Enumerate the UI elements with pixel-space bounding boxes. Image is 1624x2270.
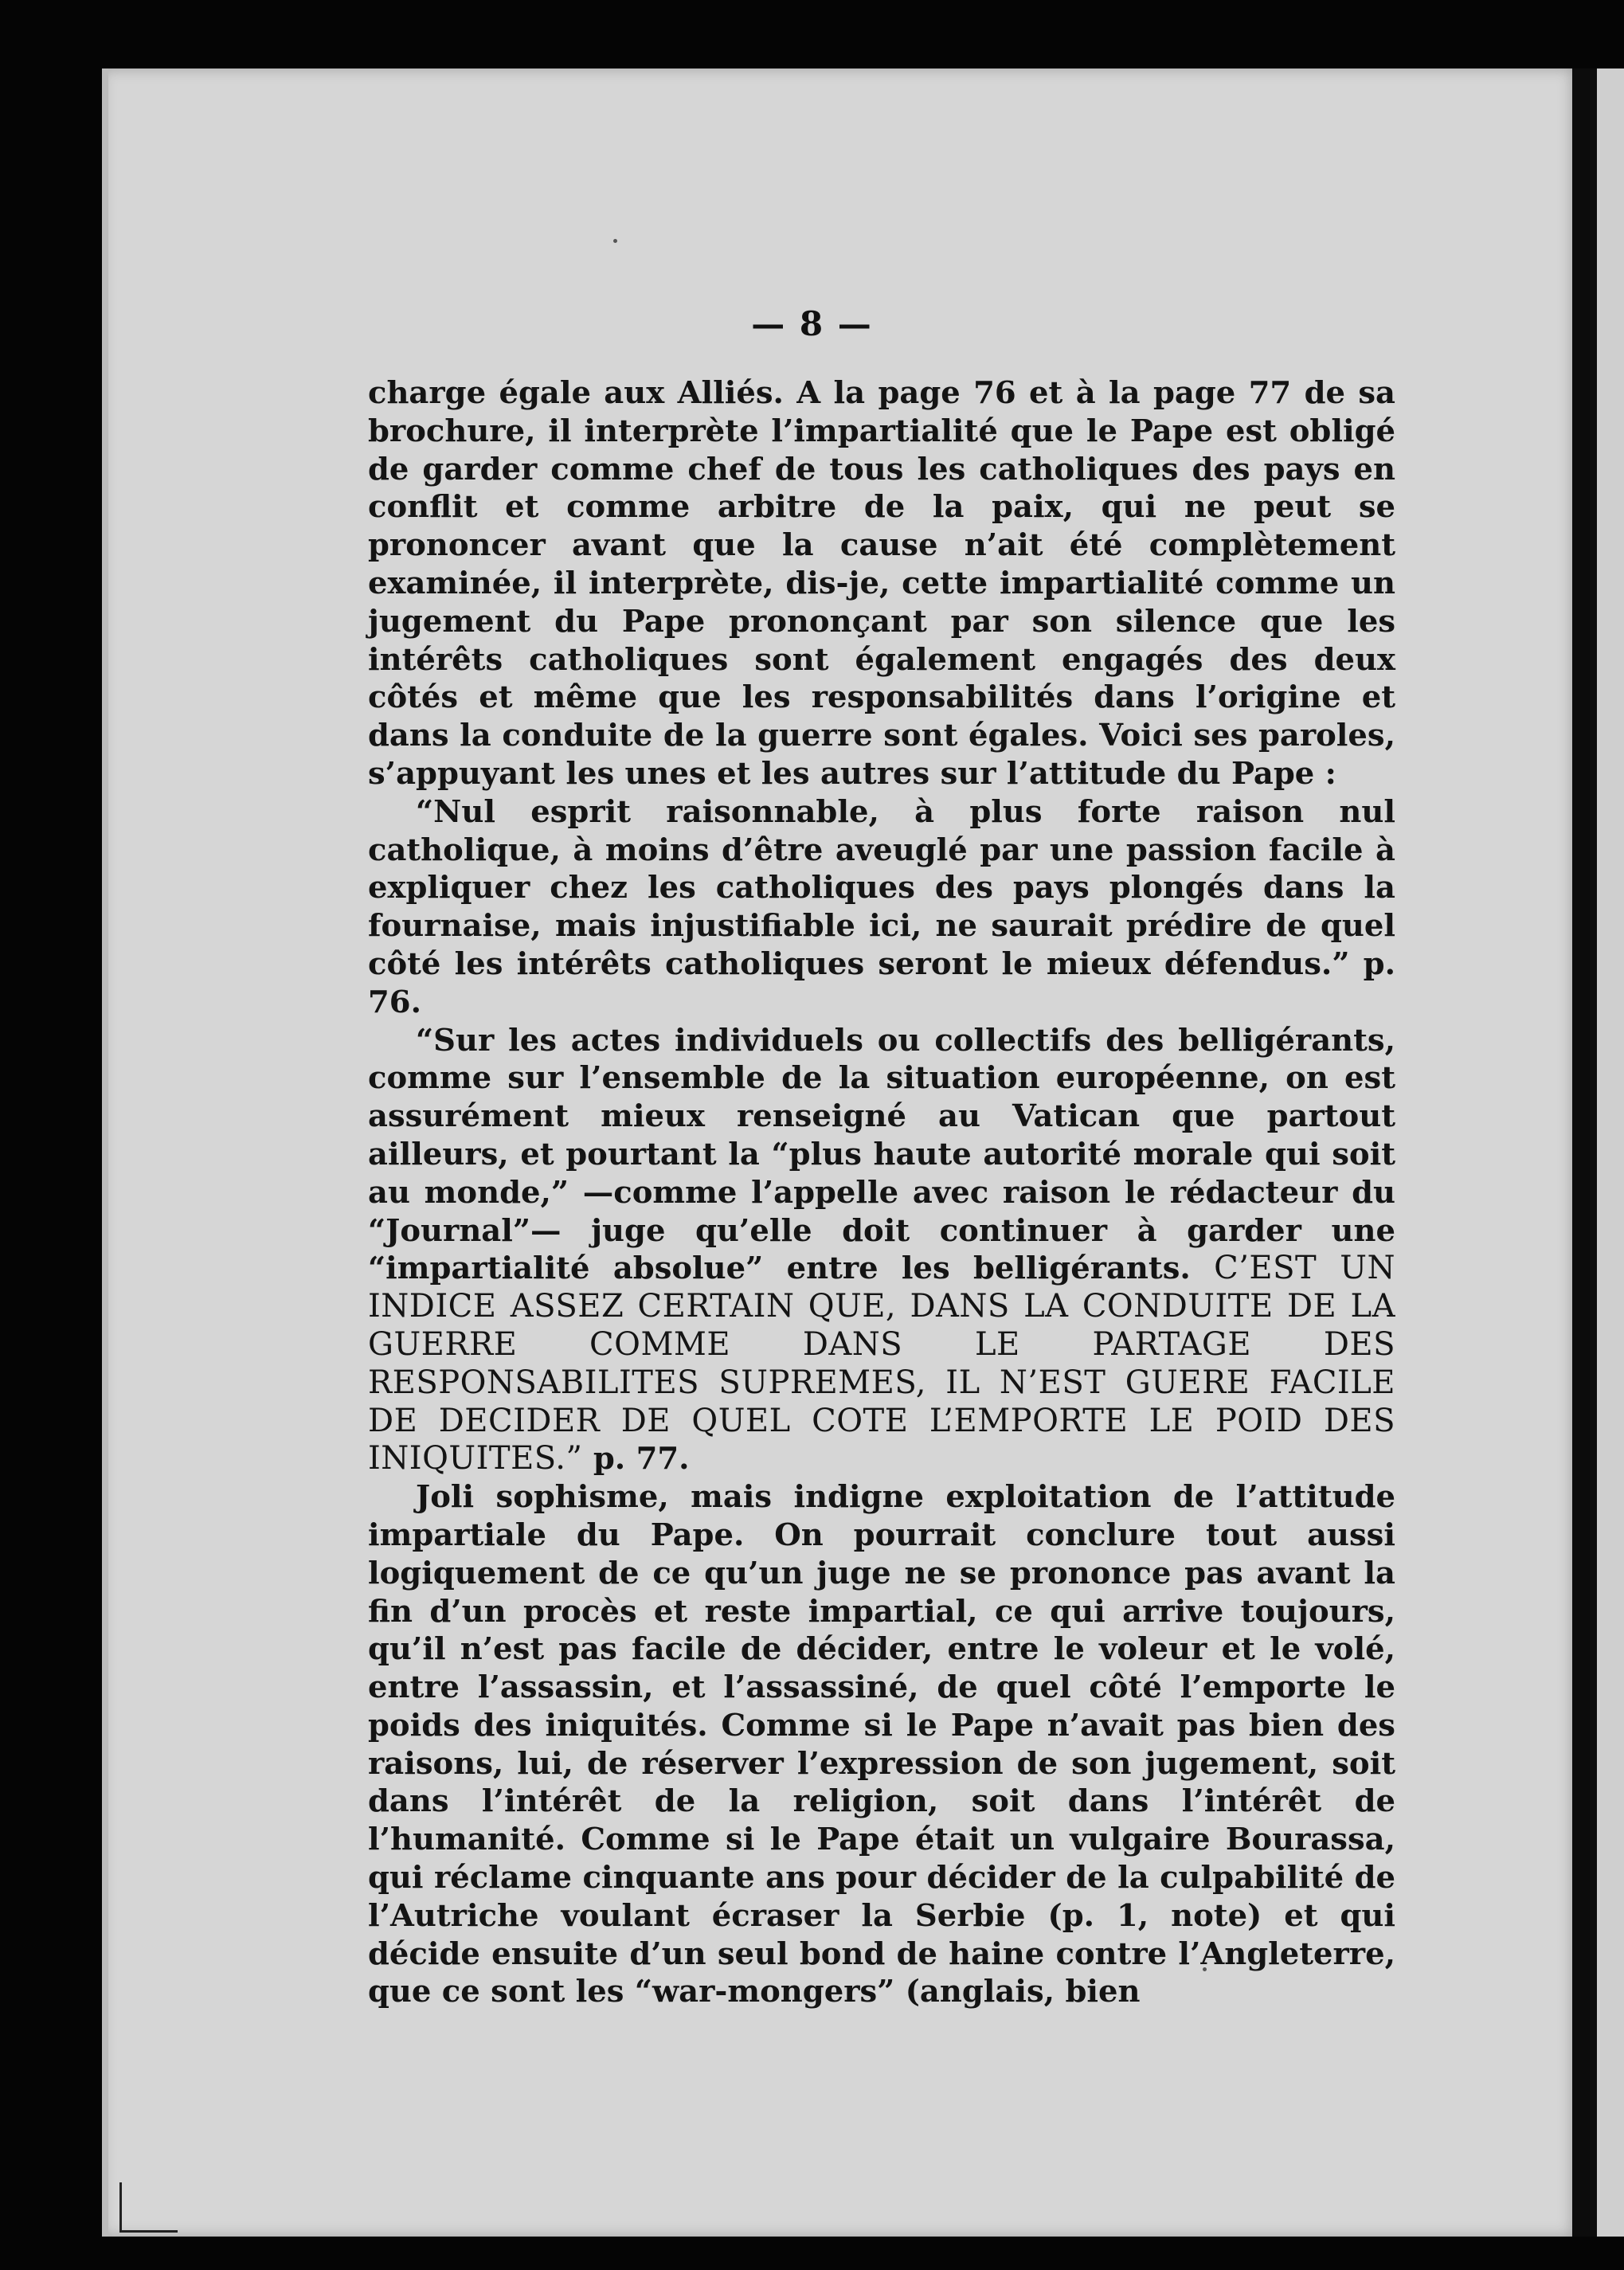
quote-page-77-caps: C’EST UN INDICE ASSEZ CERTAIN QUE, DANS LA CONDUITE DE LA GUERRE COMME DANS LE PARTAGE DES RESPONSABILITES SUPREMES, IL N’EST GUERE FACILE DE DECIDER DE QUEL COTE L’EMPORTE LE POID DES INIQUITES.” [368,1250,1396,1477]
page-number: — 8 — [751,304,873,343]
quote-page-77-ref: p. 77. [593,1441,690,1477]
paragraph-rebuttal: Joli sophisme, mais indigne exploitation de l’attitude impartiale du Pape. On pourrait conclure tout aussi logiquement de ce qu’un juge ne se prononce pas avant la fin d’un procès et reste impartial, ce qui arrive toujours, qu’il n’est pas facile de décider, entre le voleur et le volé, entre l’assassin, et l’assassiné, de quel côté l’emporte le poids des iniquités. Comme si le Pape n’avait pas bien des raisons, lui, de réserver l’expression de son jugement, soit dans l’intérêt de la religion, soit dans l’intérêt de l’humanité. Comme si le Pape était un vulgaire Bourassa, qui réclame cinquante ans pour décider de la culpabilité de l’Autriche voulant écraser la Serbie (p. 1, note) et qui décide ensuite d’un seul bond de haine contre l’Angleterre, que ce sont les “war-mongers” (anglais, bien [368,1479,1395,2010]
next-page-sliver [1597,68,1624,2237]
body-text [368,374,1395,2011]
quote-page-76: “Nul esprit raisonnable, à plus forte raison nul catholique, à moins d’être aveuglé par une passion facile à expliquer chez les catholiques des pays plongés dans la fournaise, mais injustifiable ici, ne saurait prédire de quel côté les intérêts catholiques seront le mieux défendus.” p. 76. [368,793,1395,1020]
paragraph-intro: charge égale aux Alliés. A la page 76 et à la page 77 de sa brochure, il interprète l’impartialité que le Pape est obligé de garder comme chef de tous les catholiques des pays en conflit et comme arbitre de la paix, qui ne peut se prononcer avant que la cause n’ait été complètement examinée, il interprète, dis-je, cette impartialité comme un jugement du Pape prononçant par son silence que les intérêts catholiques sont également engagés des deux côtés et même que les responsabilités dans l’origine et dans la conduite de la guerre sont égales. Voici ses paroles, s’appuyant les unes et les autres sur l’attitude du Pape : [368,375,1395,792]
quote-page-77 [368,1022,1395,1479]
corner-mark [119,2182,178,2233]
quote-page-77-text: “Sur les actes individuels ou collectifs des belligérants, comme sur l’ensemble de la situation européenne, on est assurément mieux renseigné au Vatican que partout ailleurs, et pourtant la “plus haute autorité morale qui soit au monde,” —comme l’appelle avec raison le rédacteur du “Journal”— juge qu’elle doit continuer à garder une “impartialité absolue” entre les belligérants. [368,1022,1395,1287]
page-left-fold [102,68,108,2237]
dust-speck [613,239,617,243]
